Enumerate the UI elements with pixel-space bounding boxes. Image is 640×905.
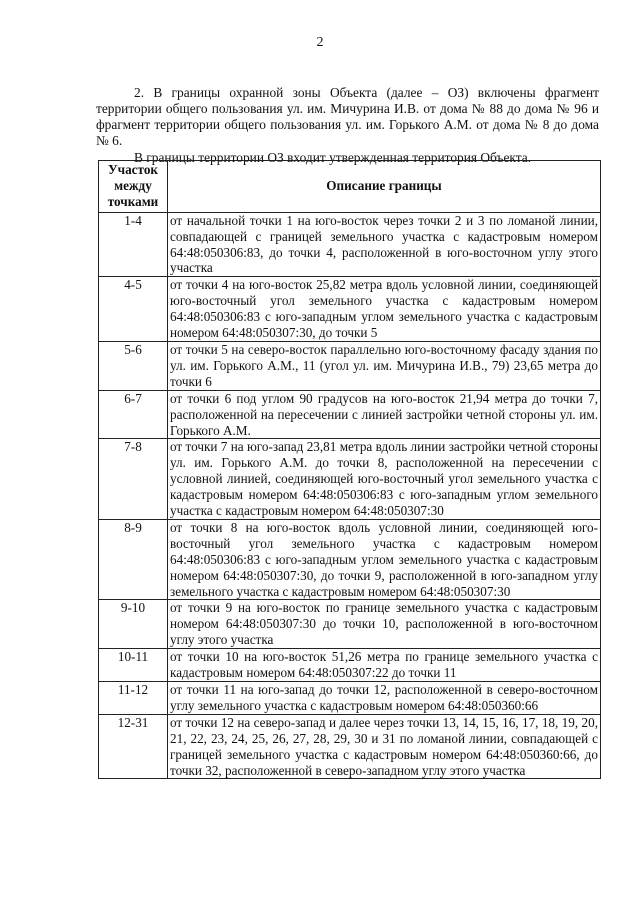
table-header-row — [99, 161, 601, 213]
segment-cell: 4-5 — [99, 277, 168, 342]
table-row — [99, 212, 601, 277]
table-row — [99, 277, 601, 342]
table-row — [99, 341, 601, 390]
paragraph-territory: В границы территории ОЗ входит утвержденная территория Объекта. — [134, 150, 532, 166]
description-cell: от точки 4 на юго-восток 25,82 метра вдоль условной линии, соединяющей юго-восточный угол земельного участка с кадастровым номером 64:48:050306:83 с юго-западным углом земельного участка с кадастровым номером 64:48:050307:30, до точки 5 — [168, 277, 601, 342]
description-cell: от точки 7 на юго-запад 23,81 метра вдоль линии застройки четной стороны ул. им. Горького А.М. до точки 8, расположенной на пересечении с условной линией, соединяющей юго-восточный угол земельного участка с кадастровым номером 64:48:050306:83 с юго-западным углом земельного участка с кадастровым номером 64:48:050307:30 — [168, 439, 601, 520]
segment-cell: 5-6 — [99, 341, 168, 390]
table-row — [99, 600, 601, 649]
table-row — [99, 649, 601, 682]
segment-cell: 11-12 — [99, 682, 168, 715]
page-number: 2 — [316, 35, 324, 50]
description-cell: от точки 10 на юго-восток 51,26 метра по границе земельного участка с кадастровым номером 64:48:050307:22 до точки 11 — [168, 649, 601, 682]
segment-cell: 6-7 — [99, 390, 168, 439]
description-cell: от точки 12 на северо-запад и далее через точки 13, 14, 15, 16, 17, 18, 19, 20, 21, 22, 23, 24, 25, 26, 27, 28, 29, 30 и 31 по ломаной линии, совпадающей с границей земельного участка с кадастровым номером 64:48:050360:66, до точки 32, расположенной в северо-западном углу этого участка — [168, 714, 601, 779]
description-cell: от точки 11 на юго-запад до точки 12, расположенной в северо-восточном углу земельного участка с кадастровым номером 64:48:050360:66 — [168, 682, 601, 715]
table-row — [99, 439, 601, 520]
description-cell: от начальной точки 1 на юго-восток через точки 2 и 3 по ломаной линии, совпадающей с границей земельного участка с кадастровым номером 64:48:050306:83, до точки 4, расположенной в юго-восточном углу этого участка — [168, 212, 601, 277]
description-cell: от точки 9 на юго-восток по границе земельного участка с кадастровым номером 64:48:050307:30 до точки 10, расположенной в юго-восточном углу этого участка — [168, 600, 601, 649]
paragraph-protection-zone: 2. В границы охранной зоны Объекта (далее – ОЗ) включены фрагмент территории общего пользования ул. им. Мичурина И.В. от дома № 88 до дома № 96 и фрагмент территории общего пользования ул. им. Горького А.М. от дома № 8 до дома № 6. — [96, 85, 599, 149]
segment-cell: 9-10 — [99, 600, 168, 649]
description-cell: от точки 5 на северо-восток параллельно юго-восточному фасаду здания по ул. им. Горького А.М., 11 (угол ул. им. Мичурина И.В., 79) 23,65 метра до точки 6 — [168, 341, 601, 390]
boundary-description-table — [98, 160, 601, 779]
table-row — [99, 682, 601, 715]
description-cell: от точки 6 под углом 90 градусов на юго-восток 21,94 метра до точки 7, расположенной на пересечении с линией застройки четной стороны ул. им. Горького А.М. — [168, 390, 601, 439]
segment-cell: 7-8 — [99, 439, 168, 520]
table-row — [99, 714, 601, 779]
header-description: Описание границы — [168, 161, 601, 213]
table-row — [99, 390, 601, 439]
segment-cell: 8-9 — [99, 519, 168, 600]
segment-cell: 1-4 — [99, 212, 168, 277]
description-cell: от точки 8 на юго-восток вдоль условной линии, соединяющей юго-восточный угол земельного участка с кадастровым номером 64:48:050306:83 с юго-западным углом земельного участка с кадастровым номером 64:48:050307:30, до точки 9, расположенной в юго-западном углу земельного участка с кадастровым номером 64:48:050307:30 — [168, 519, 601, 600]
header-segment: Участок между точками — [99, 161, 168, 213]
table-row — [99, 519, 601, 600]
segment-cell: 12-31 — [99, 714, 168, 779]
segment-cell: 10-11 — [99, 649, 168, 682]
